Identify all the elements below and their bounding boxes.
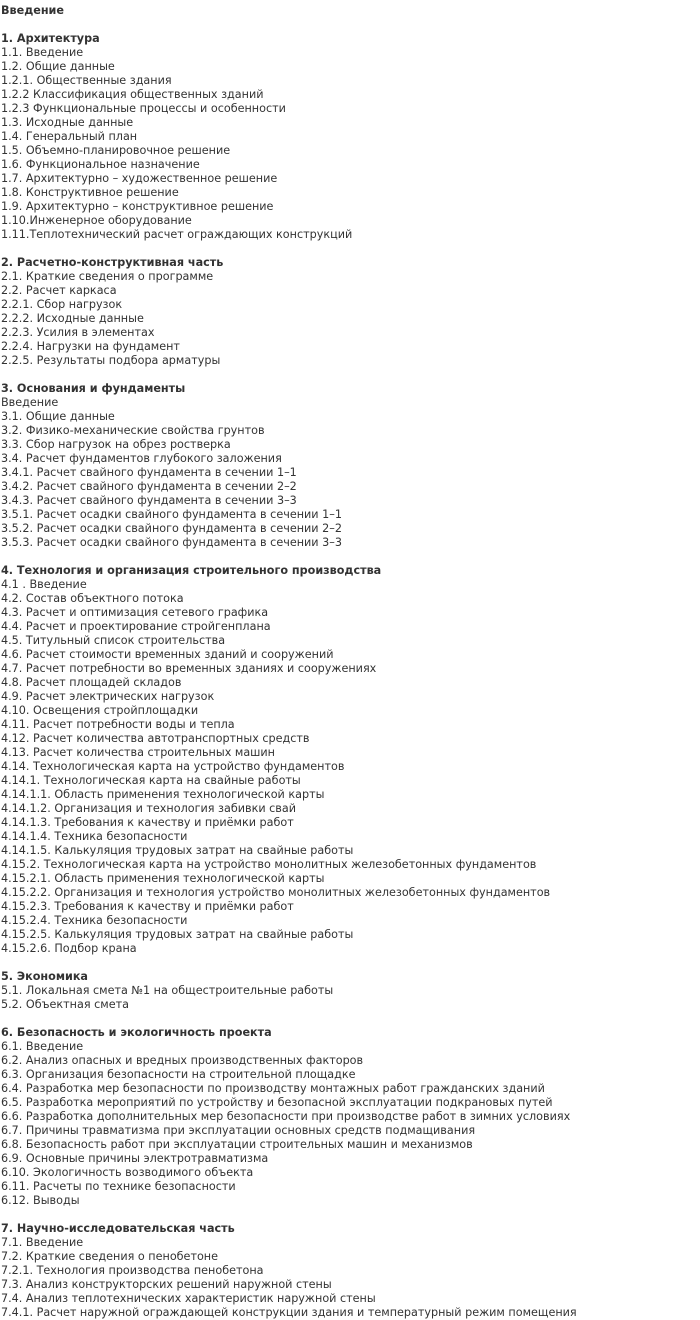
- toc-item: 2.2. Расчет каркаса: [1, 284, 117, 297]
- section-spacer: [0, 368, 700, 382]
- toc-section: [0, 256, 700, 382]
- toc-item: 6.9. Основные причины электротравматизма: [1, 1152, 269, 1165]
- toc-item: 7.2. Краткие сведения о пенобетоне: [1, 1250, 219, 1263]
- toc-item: 1.8. Конструктивное решение: [1, 186, 179, 199]
- toc-item: 4.8. Расчет площадей складов: [1, 676, 182, 689]
- toc-item: 1.9. Архитектурно – конструктивное решение: [1, 200, 274, 213]
- section-spacer: [0, 1012, 700, 1026]
- toc-item: 4.15.2. Технологическая карта на устройство монолитных железобетонных фундаментов: [1, 858, 537, 871]
- toc-item: 4.14.1.1. Область применения технологической карты: [1, 788, 325, 801]
- toc-section: [0, 382, 700, 564]
- toc-item: 6.5. Разработка мероприятий по устройству и безопасной эксплуатации подкрановых путей: [1, 1096, 553, 1109]
- toc-item: 4.14.1. Технологическая карта на свайные работы: [1, 774, 301, 787]
- toc-item: 4.15.2.5. Калькуляция трудовых затрат на свайные работы: [1, 928, 354, 941]
- toc-item: 3.4.2. Расчет свайного фундамента в сечении 2–2: [1, 480, 297, 493]
- toc-item: 3.5.2. Расчет осадки свайного фундамента в сечении 2–2: [1, 522, 342, 535]
- toc-item: 3.5.1. Расчет осадки свайного фундамента в сечении 1–1: [1, 508, 342, 521]
- toc-item: 4.2. Состав объектного потока: [1, 592, 184, 605]
- toc-item: 4.14.1.5. Калькуляция трудовых затрат на свайные работы: [1, 844, 354, 857]
- toc-item: 3.4.1. Расчет свайного фундамента в сечении 1–1: [1, 466, 297, 479]
- toc-item: 1.2.3 Функциональные процессы и особенности: [1, 102, 286, 115]
- toc-intro-heading: Введение: [1, 4, 64, 17]
- toc-item: 2.2.4. Нагрузки на фундамент: [1, 340, 180, 353]
- toc-section: [0, 1222, 700, 1320]
- section-heading: 7. Научно-исследовательская часть: [1, 1222, 235, 1235]
- toc-item: 6.8. Безопасность работ при эксплуатации строительных машин и механизмов: [1, 1138, 473, 1151]
- toc-item: 2.2.3. Усилия в элементах: [1, 326, 155, 339]
- toc-item: 6.2. Анализ опасных и вредных производственных факторов: [1, 1054, 364, 1067]
- toc-item: 7.4.1. Расчет наружной ограждающей конструкции здания и температурный режим помещения: [1, 1306, 577, 1319]
- toc-item: 6.11. Расчеты по технике безопасности: [1, 1180, 236, 1193]
- toc-item: 4.1 . Введение: [1, 578, 87, 591]
- toc-item: 7.4. Анализ теплотехнических характеристик наружной стены: [1, 1292, 376, 1305]
- toc-item: 4.14.1.2. Организация и технология забивки свай: [1, 802, 297, 815]
- toc-item: 7.3. Анализ конструкторских решений наружной стены: [1, 1278, 332, 1291]
- toc-item: 4.5. Титульный список строительства: [1, 634, 226, 647]
- section-spacer: [0, 956, 700, 970]
- toc-item: 5.2. Объектная смета: [1, 998, 129, 1011]
- toc-section: [0, 970, 700, 1026]
- toc-item: 4.15.2.2. Организация и технология устройство монолитных железобетонных фундаментов: [1, 886, 551, 899]
- toc-item: 4.15.2.3. Требования к качеству и приёмки работ: [1, 900, 294, 913]
- toc-item: 3.2. Физико-механические свойства грунтов: [1, 424, 265, 437]
- toc-item: 1.1. Введение: [1, 46, 84, 59]
- toc-item: 1.3. Исходные данные: [1, 116, 134, 129]
- toc-item: 4.15.2.4. Техника безопасности: [1, 914, 188, 927]
- section-heading: 2. Расчетно-конструктивная часть: [1, 256, 224, 269]
- section-heading: 1. Архитектура: [1, 32, 100, 45]
- section-spacer: [0, 550, 700, 564]
- toc-section: [0, 32, 700, 256]
- toc-item: 1.5. Объемно-планировочное решение: [1, 144, 231, 157]
- toc-item: 1.10.Инженерное оборудование: [1, 214, 192, 227]
- toc-item: 2.2.2. Исходные данные: [1, 312, 144, 325]
- section-spacer: [0, 1208, 700, 1222]
- toc-item: 4.7. Расчет потребности во временных зданиях и сооружениях: [1, 662, 377, 675]
- toc-item: 6.7. Причины травматизма при эксплуатации основных средств подмащивания: [1, 1124, 476, 1137]
- toc-item: 6.10. Экологичность возводимого объекта: [1, 1166, 254, 1179]
- toc-item: 3.1. Общие данные: [1, 410, 115, 423]
- toc-sections: [0, 32, 700, 1320]
- toc-item: 4.6. Расчет стоимости временных зданий и сооружений: [1, 648, 334, 661]
- toc-item: 2.2.5. Результаты подбора арматуры: [1, 354, 221, 367]
- section-heading: 5. Экономика: [1, 970, 88, 983]
- toc-item: 6.4. Разработка мер безопасности по производству монтажных работ гражданских зданий: [1, 1082, 545, 1095]
- toc-section: [0, 564, 700, 970]
- toc-item: 3.3. Сбор нагрузок на обрез ростверка: [1, 438, 231, 451]
- toc-item: 4.14.1.3. Требования к качеству и приёмки работ: [1, 816, 294, 829]
- toc-item: 6.1. Введение: [1, 1040, 84, 1053]
- toc-item: 1.2.2 Классификация общественных зданий: [1, 88, 264, 101]
- toc-item: 3.4. Расчет фундаментов глубокого заложения: [1, 452, 282, 465]
- toc-item: 4.12. Расчет количества автотранспортных средств: [1, 732, 310, 745]
- toc-item: 4.4. Расчет и проектирование стройгенплана: [1, 620, 271, 633]
- section-spacer: [0, 18, 700, 32]
- toc-item: 4.3. Расчет и оптимизация сетевого графика: [1, 606, 269, 619]
- section-heading: 3. Основания и фундаменты: [1, 382, 186, 395]
- toc-item: 3.4.3. Расчет свайного фундамента в сечении 3–3: [1, 494, 297, 507]
- table-of-contents: [0, 4, 700, 1320]
- toc-item: 7.1. Введение: [1, 1236, 84, 1249]
- toc-item: 6.3. Организация безопасности на строительной площадке: [1, 1068, 356, 1081]
- toc-item: 3.5.3. Расчет осадки свайного фундамента в сечении 3–3: [1, 536, 342, 549]
- toc-item: 4.10. Освещения стройплощадки: [1, 704, 199, 717]
- toc-item: 6.6. Разработка дополнительных мер безопасности при производстве работ в зимних условиях: [1, 1110, 571, 1123]
- toc-item: 2.2.1. Сбор нагрузок: [1, 298, 123, 311]
- toc-item: 4.13. Расчет количества строительных машин: [1, 746, 276, 759]
- toc-item: 1.11.Теплотехнический расчет ограждающих конструкций: [1, 228, 353, 241]
- toc-item: 4.9. Расчет электрических нагрузок: [1, 690, 215, 703]
- toc-item: 4.14.1.4. Техника безопасности: [1, 830, 188, 843]
- toc-item: 1.2.1. Общественные здания: [1, 74, 172, 87]
- toc-item: 5.1. Локальная смета №1 на общестроительные работы: [1, 984, 334, 997]
- toc-item: Введение: [1, 396, 59, 409]
- section-heading: 6. Безопасность и экологичность проекта: [1, 1026, 272, 1039]
- toc-item: 2.1. Краткие сведения о программе: [1, 270, 214, 283]
- toc-item: 4.14. Технологическая карта на устройство фундаментов: [1, 760, 345, 773]
- toc-item: 1.2. Общие данные: [1, 60, 115, 73]
- toc-item: 1.4. Генеральный план: [1, 130, 138, 143]
- toc-item: 6.12. Выводы: [1, 1194, 80, 1207]
- toc-section: [0, 1026, 700, 1222]
- toc-item: 1.6. Функциональное назначение: [1, 158, 200, 171]
- section-spacer: [0, 242, 700, 256]
- toc-item: 4.15.2.1. Область применения технологической карты: [1, 872, 325, 885]
- toc-item: 4.11. Расчет потребности воды и тепла: [1, 718, 235, 731]
- toc-item: 1.7. Архитектурно – художественное решение: [1, 172, 278, 185]
- section-heading: 4. Технология и организация строительного производства: [1, 564, 382, 577]
- toc-item: 7.2.1. Технология производства пенобетона: [1, 1264, 264, 1277]
- toc-item: 4.15.2.6. Подбор крана: [1, 942, 137, 955]
